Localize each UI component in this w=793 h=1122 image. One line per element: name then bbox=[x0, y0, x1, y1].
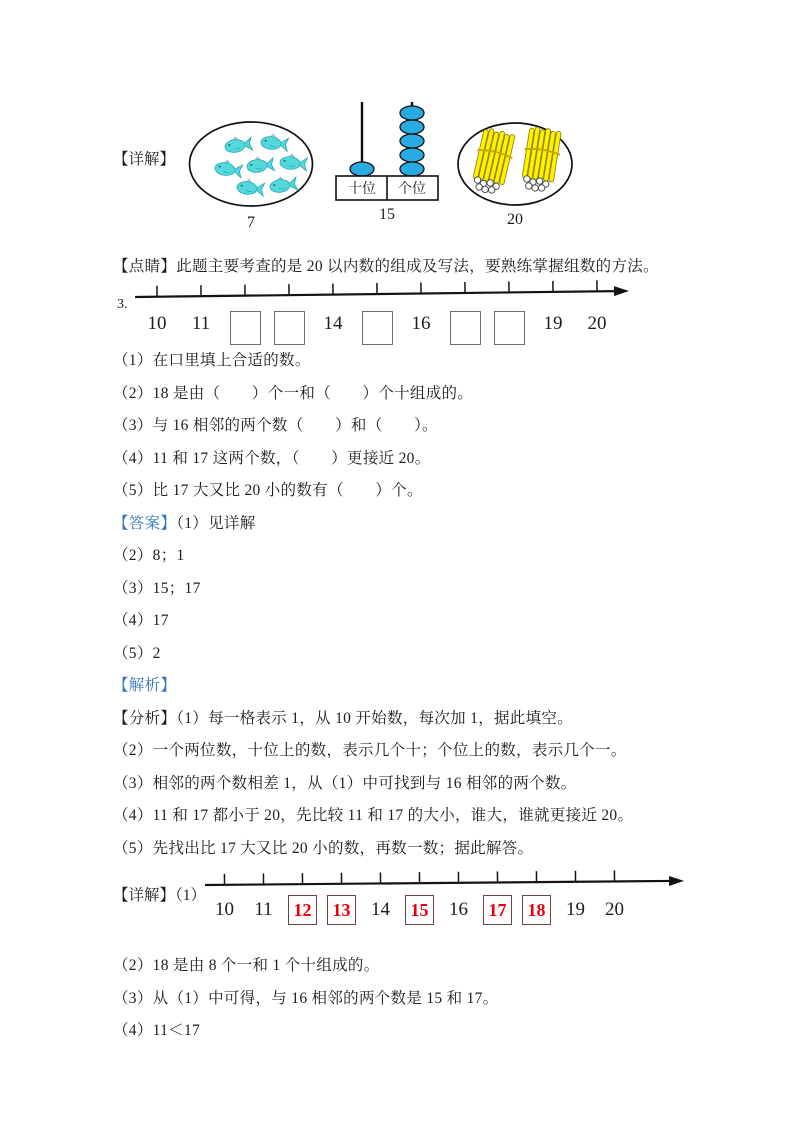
boxed-answer-value: 17 bbox=[478, 892, 517, 928]
answer-line: （4）17 bbox=[113, 612, 169, 629]
fenxi-label: 【分析】 bbox=[113, 709, 177, 727]
fish-icon bbox=[187, 120, 315, 208]
question-part: （4）11 和 17 这两个数，（ ）更接近 20。 bbox=[113, 449, 431, 467]
detail-line: （3）从（1）中可得，与 16 相邻的两个数是 15 和 17。 bbox=[113, 989, 499, 1007]
number-line-value: 11 bbox=[254, 899, 273, 920]
detail-line: （2）18 是由 8 个一和 1 个十组成的。 bbox=[113, 957, 380, 974]
question-number-line bbox=[135, 282, 630, 343]
boxed-answer-value: 15 bbox=[400, 892, 439, 928]
detail-line: （4）11＜17 bbox=[113, 1022, 201, 1039]
boxed-answer-value: 18 bbox=[517, 892, 556, 928]
number-line-value: 14 bbox=[323, 313, 343, 334]
detail-label: 【详解】 bbox=[113, 151, 176, 168]
stick-bundle-icon bbox=[455, 121, 575, 207]
number-line-axis bbox=[135, 276, 630, 304]
question-part: （3）与 16 相邻的两个数（ ）和（ ）。 bbox=[113, 417, 438, 434]
analysis-line: （2）一个两位数，十位上的数，表示几个十；个位上的数，表示几个一。 bbox=[113, 742, 627, 759]
number-line-value: 20 bbox=[587, 313, 607, 334]
number-line-values bbox=[135, 305, 630, 343]
answer-blank-box bbox=[443, 305, 487, 343]
answer-number-line bbox=[113, 865, 779, 950]
number-line-value: 19 bbox=[566, 899, 585, 920]
question-part: （2）18 是由（ ）个一和（ ）个十组成的。 bbox=[113, 384, 474, 402]
answer-line: （3）15；17 bbox=[113, 579, 201, 597]
analysis-label: 【解析】 bbox=[113, 677, 177, 694]
answer-blank-box bbox=[223, 305, 267, 343]
bundles-count-caption: 20 bbox=[507, 211, 523, 228]
answer-line: 【答案】（1）见详解 bbox=[113, 514, 256, 532]
solution-text bbox=[113, 345, 779, 1048]
question-part: （5）比 17 大又比 20 小的数有（ ）个。 bbox=[113, 482, 423, 499]
answer-label: 【答案】 bbox=[113, 514, 177, 532]
fish-count-caption: 7 bbox=[247, 214, 255, 231]
number-line-value: 16 bbox=[411, 313, 431, 334]
boxed-answer-value: 13 bbox=[322, 892, 361, 928]
fish-figure bbox=[187, 120, 315, 232]
analysis-line: （4）11 和 17 都小于 20，先比较 11 和 17 的大小，谁大，谁就更接近 20。 bbox=[113, 807, 634, 824]
ones-place-label: 个位 bbox=[398, 182, 426, 197]
key-point-note: 【点睛】此题主要考查的是 20 以内数的组成及写法，要熟练掌握组数的方法。 bbox=[113, 257, 659, 275]
detail-answer-label: 【详解】（1） bbox=[113, 887, 207, 904]
boxed-answer-value: 12 bbox=[283, 892, 322, 928]
abacus-icon bbox=[335, 101, 439, 201]
question-part: （1）在口里填上合适的数。 bbox=[113, 352, 311, 369]
number-line-value: 11 bbox=[191, 313, 211, 334]
number-line-value: 14 bbox=[371, 899, 390, 920]
number-line-axis bbox=[205, 866, 685, 892]
number-line-value: 20 bbox=[605, 899, 624, 920]
number-line-value: 19 bbox=[543, 313, 563, 334]
answer-blank-box bbox=[487, 305, 531, 343]
question-number: 3. bbox=[117, 297, 128, 312]
tens-place-label: 十位 bbox=[348, 182, 376, 197]
number-line-value: 16 bbox=[449, 899, 468, 920]
answer-line: （2）8；1 bbox=[113, 547, 185, 564]
answer-blank-box bbox=[267, 305, 311, 343]
stick-bundles-figure bbox=[455, 121, 575, 229]
answer-blank-box bbox=[355, 305, 399, 343]
number-line-value: 10 bbox=[215, 899, 234, 920]
number-line-value: 10 bbox=[147, 313, 167, 334]
answer-number-line-values bbox=[205, 892, 634, 928]
abacus-value-caption: 15 bbox=[379, 206, 395, 223]
detail-figures-row bbox=[113, 95, 575, 232]
analysis-line: 【分析】（1）每一格表示 1，从 10 开始数，每次加 1，据此填空。 bbox=[113, 709, 574, 727]
abacus-figure bbox=[335, 101, 439, 224]
analysis-line: （5）先找出比 17 大又比 20 小的数，再数一数；据此解答。 bbox=[113, 839, 534, 857]
answer-line: （5）2 bbox=[113, 644, 161, 662]
analysis-line: （3）相邻的两个数相差 1，从（1）中可找到与 16 相邻的两个数。 bbox=[113, 774, 577, 792]
